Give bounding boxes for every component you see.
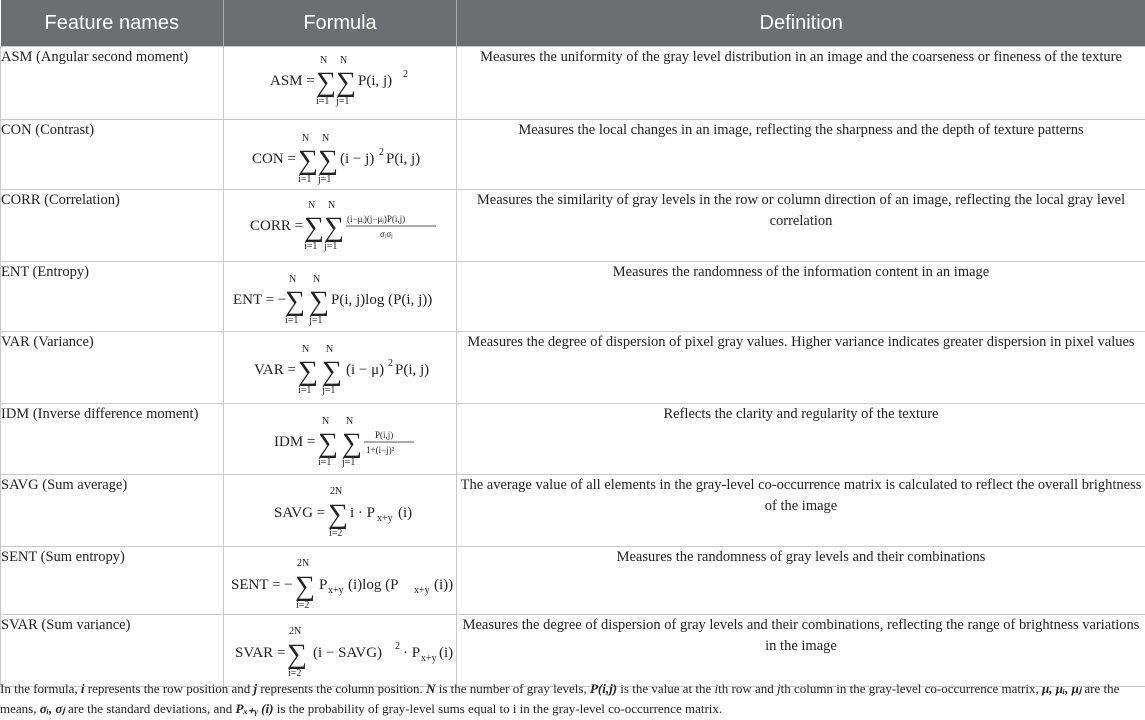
footnote-text: are the means, — [0, 681, 1120, 716]
svg-text:P(i,j): P(i,j) — [375, 430, 394, 440]
svg-text:i=1: i=1 — [316, 96, 330, 107]
footnote-symbol: i — [80, 681, 85, 696]
svg-text:i=1: i=1 — [298, 174, 312, 185]
feature-name-cell: ENT (Entropy) — [1, 262, 224, 332]
definition-cell: Measures the similarity of gray levels in the row or column direction of an image, reflecting the local gray level correlation — [457, 190, 1145, 262]
svg-text:P(i, j): P(i, j) — [358, 73, 393, 89]
svg-text:j=1: j=1 — [318, 174, 332, 185]
svg-text:N: N — [328, 200, 336, 211]
svg-text:∑: ∑ — [342, 428, 362, 459]
feature-name-cell: CON (Contrast) — [1, 120, 224, 190]
footnote-text: are the standard deviations, and — [64, 701, 236, 716]
footnote-text: is the value at the — [617, 681, 715, 696]
footnote-symbol: j — [253, 681, 258, 696]
svg-text:(i − μ): (i − μ) — [346, 362, 385, 378]
formula-cell — [224, 615, 457, 687]
svg-text:j=1: j=1 — [336, 96, 350, 107]
table-row — [1, 475, 1145, 547]
svg-text:x+y: x+y — [328, 585, 344, 596]
feature-name-cell: SAVG (Sum average) — [1, 475, 224, 547]
table-footnote — [0, 679, 1140, 719]
feature-name-cell: SVAR (Sum variance) — [1, 615, 224, 687]
svg-text:2: 2 — [395, 641, 400, 652]
table-row — [1, 404, 1145, 475]
svg-text:i=1: i=1 — [304, 241, 318, 252]
svg-text:(i − j): (i − j) — [340, 151, 375, 167]
footnote-text: is the number of gray levels, — [435, 681, 590, 696]
svg-text:N: N — [346, 416, 354, 427]
svg-text:SENT = −: SENT = − — [231, 577, 293, 593]
formula-cell — [224, 120, 457, 190]
svg-text:N: N — [322, 133, 330, 144]
svg-text:x+y: x+y — [414, 585, 430, 596]
definition-cell: Measures the degree of dispersion of gray levels and their combinations, reflecting the range of brightness variations in the image — [457, 615, 1145, 687]
formula-cell — [224, 262, 457, 332]
feature-name-cell: ASM (Angular second moment) — [1, 47, 224, 120]
svg-text:(i): (i) — [398, 505, 413, 521]
svg-text:i=2: i=2 — [288, 668, 302, 679]
footnote-text: is the probability of gray-level sums equal to i in the gray-level co-occurrence matrix. — [273, 701, 723, 716]
formula-svar — [224, 623, 456, 679]
formula-cell — [224, 332, 457, 404]
formula-asm — [224, 53, 456, 107]
svg-text:2N: 2N — [297, 558, 310, 569]
svg-text:∑: ∑ — [328, 499, 348, 530]
formula-corr — [224, 198, 456, 252]
svg-text:x+y: x+y — [377, 513, 393, 524]
svg-text:∑: ∑ — [298, 356, 318, 387]
formula-cell — [224, 47, 457, 120]
svg-text:∑: ∑ — [318, 428, 338, 459]
table-row — [1, 615, 1145, 687]
svg-text:i=2: i=2 — [329, 528, 343, 539]
svg-text:VAR =: VAR = — [254, 362, 296, 378]
svg-text:i=1: i=1 — [298, 385, 312, 396]
svg-text:· P: · P — [403, 645, 421, 661]
header-feature-names: Feature names — [1, 0, 224, 47]
svg-text:N: N — [320, 55, 328, 66]
feature-name-cell: SENT (Sum entropy) — [1, 547, 224, 615]
definition-cell: Measures the local changes in an image, reflecting the sharpness and the depth of texture patterns — [457, 120, 1145, 190]
table-row — [1, 120, 1145, 190]
feature-name-cell: IDM (Inverse difference moment) — [1, 404, 224, 475]
formula-var — [224, 342, 456, 396]
svg-text:N: N — [308, 200, 316, 211]
table-row — [1, 332, 1145, 404]
formula-cell — [224, 404, 457, 475]
svg-text:i=2: i=2 — [296, 600, 310, 611]
svg-text:j=1: j=1 — [322, 385, 336, 396]
footnote-symbol: Pₓ₊ᵧ (i) — [235, 701, 274, 716]
svg-text:N: N — [302, 344, 310, 355]
definition-cell: Measures the degree of dispersion of pixel gray values. Higher variance indicates greater dispersion in pixel values — [457, 332, 1145, 404]
svg-text:SAVG =: SAVG = — [274, 505, 326, 521]
svg-text:SVAR =: SVAR = — [235, 645, 286, 661]
svg-text:N: N — [313, 274, 321, 285]
svg-text:i · P: i · P — [350, 505, 376, 521]
footnote-symbol: N — [426, 681, 436, 696]
definition-cell: Measures the uniformity of the gray level distribution in an image and the coarseness or fineness of the texture — [457, 47, 1145, 120]
header-row — [1, 0, 1145, 47]
feature-name-cell: VAR (Variance) — [1, 332, 224, 404]
header-definition: Definition — [457, 0, 1145, 47]
footnote-text: th row and — [718, 681, 777, 696]
svg-text:i=1: i=1 — [318, 457, 332, 468]
footnote-symbol: P(i,j) — [589, 681, 618, 696]
svg-text:∑: ∑ — [318, 145, 338, 176]
footnote-symbol: σᵢ, σⱼ — [39, 701, 65, 716]
svg-text:1+(i−j)²: 1+(i−j)² — [366, 445, 395, 455]
svg-text:(i)log (P: (i)log (P — [348, 577, 399, 593]
svg-text:∑: ∑ — [287, 639, 307, 670]
svg-text:σᵢσⱼ: σᵢσⱼ — [380, 229, 393, 239]
table-row — [1, 262, 1145, 332]
footnote-text: th column in the gray-level co-occurrence matrix, — [780, 681, 1042, 696]
svg-text:∑: ∑ — [304, 212, 324, 243]
svg-text:IDM =: IDM = — [274, 434, 316, 450]
formula-cell — [224, 190, 457, 262]
svg-text:∑: ∑ — [285, 286, 305, 317]
svg-text:P: P — [319, 577, 328, 593]
svg-text:P(i, j): P(i, j) — [386, 151, 421, 167]
svg-text:∑: ∑ — [336, 67, 356, 98]
svg-text:∑: ∑ — [298, 145, 318, 176]
svg-text:∑: ∑ — [316, 67, 336, 98]
svg-text:∑: ∑ — [309, 286, 329, 317]
svg-text:P(i, j)log (P(i, j)): P(i, j)log (P(i, j)) — [331, 292, 433, 308]
svg-text:(i): (i) — [439, 645, 453, 661]
definition-cell: The average value of all elements in the gray-level co-occurrence matrix is calculated to reflect the overall brightness of the image — [457, 475, 1145, 547]
definition-cell: Measures the randomness of gray levels and their combinations — [457, 547, 1145, 615]
formula-idm — [224, 414, 456, 468]
svg-text:2: 2 — [388, 358, 393, 369]
svg-text:2: 2 — [379, 147, 384, 158]
svg-text:j=1: j=1 — [309, 315, 323, 326]
header-formula: Formula — [224, 0, 457, 47]
footnote-italic: i — [714, 681, 719, 696]
formula-sent — [224, 555, 456, 611]
svg-text:j=1: j=1 — [324, 241, 338, 252]
svg-text:2N: 2N — [330, 486, 343, 497]
svg-text:P(i, j): P(i, j) — [395, 362, 430, 378]
svg-text:2: 2 — [403, 69, 408, 80]
svg-text:j=1: j=1 — [342, 457, 356, 468]
formula-con — [224, 131, 456, 185]
svg-text:N: N — [322, 416, 330, 427]
footnote-text: represents the column position. — [257, 681, 427, 696]
table-row — [1, 47, 1145, 120]
formula-ent — [224, 272, 456, 326]
svg-text:∑: ∑ — [324, 212, 344, 243]
svg-text:ASM =: ASM = — [270, 73, 315, 89]
svg-text:N: N — [289, 274, 297, 285]
svg-text:(i−μᵢ)(j−μⱼ)P(i,j): (i−μᵢ)(j−μⱼ)P(i,j) — [347, 214, 406, 224]
footnote-symbol: μ, μᵢ, μⱼ — [1041, 681, 1082, 696]
svg-text:N: N — [326, 344, 334, 355]
formula-cell — [224, 547, 457, 615]
svg-text:CORR =: CORR = — [250, 218, 304, 234]
footnote-text: represents the row position and — [84, 681, 254, 696]
svg-text:N: N — [302, 133, 310, 144]
svg-text:(i − SAVG): (i − SAVG) — [313, 645, 383, 661]
svg-text:ENT = −: ENT = − — [233, 292, 287, 308]
footnote-italic: j — [777, 681, 781, 696]
svg-text:(i)): (i)) — [434, 577, 453, 593]
table-row — [1, 190, 1145, 262]
svg-text:x+y: x+y — [421, 653, 437, 664]
svg-text:i=1: i=1 — [285, 315, 299, 326]
feature-name-cell: CORR (Correlation) — [1, 190, 224, 262]
svg-text:2N: 2N — [289, 626, 302, 637]
svg-text:∑: ∑ — [295, 571, 315, 602]
svg-text:N: N — [340, 55, 348, 66]
definition-cell: Reflects the clarity and regularity of the texture — [457, 404, 1145, 475]
footnote-text: In the formula, — [0, 681, 81, 696]
formula-savg — [224, 483, 456, 539]
svg-text:∑: ∑ — [322, 356, 342, 387]
definition-cell: Measures the randomness of the information content in an image — [457, 262, 1145, 332]
table-row — [1, 547, 1145, 615]
svg-text:CON =: CON = — [252, 151, 296, 167]
formula-cell — [224, 475, 457, 547]
